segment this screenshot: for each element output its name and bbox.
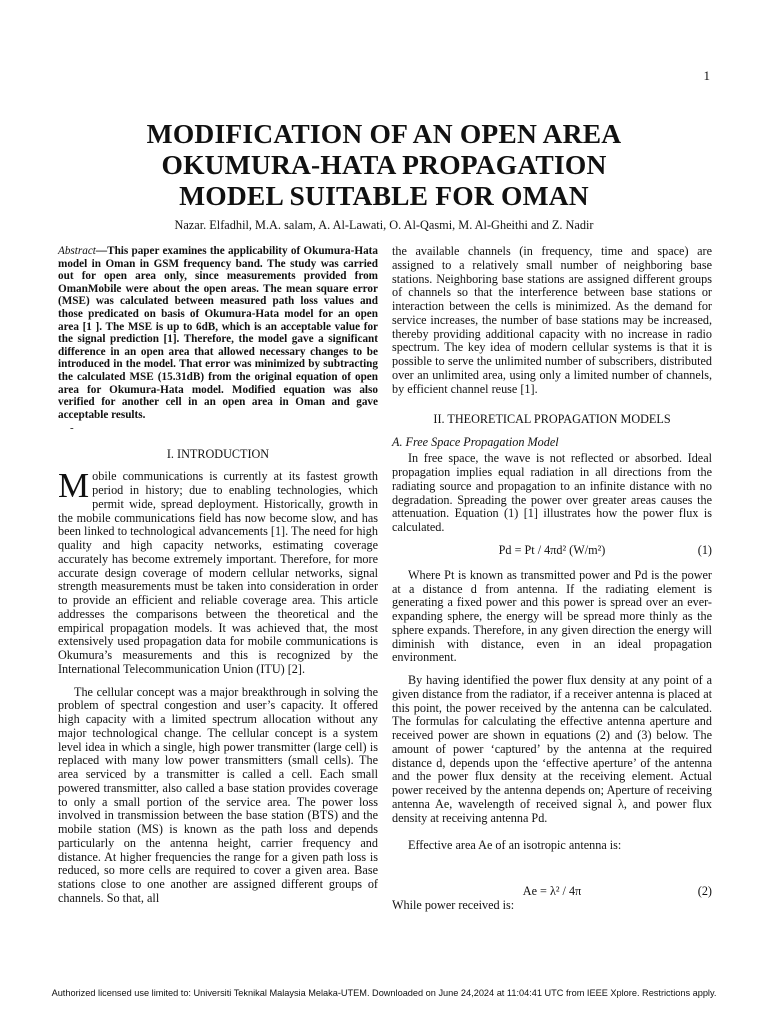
title-line-3: MODEL SUITABLE FOR OMAN (179, 180, 589, 211)
equation-2 (392, 883, 712, 899)
equation-1 (392, 542, 712, 558)
license-footer: Authorized licensed use limited to: Universiti Teknikal Malaysia Melaka-UTEM. Downloaded on June 24,2024 at 11:04:41 UTC from IEEE Xplore. Restrictions apply. (51, 988, 717, 998)
author-list: Nazar. Elfadhil, M.A. salam, A. Al-Lawati, O. Al-Qasmi, M. Al-Gheithi and Z. Nadir (174, 218, 594, 232)
continued-paragraph: the available channels (in frequency, time and space) are assigned to a relatively small number of neighboring base stations. Neighboring base stations are assigned different groups of channels so that the interference between base stations or interaction between the cells is minimized. As the demand for service increases, the number of base stations may be increased, thereby providing additional capacity with no increase in radio spectrum. The key idea of modern cellular systems is that it is possible to serve the unlimited number of subscribers, distributed over an unlimited area, using only a limited number of channels, by efficient channel reuse [1]. (392, 244, 712, 396)
intro-paragraph-1-text: obile communications is currently at its fastest growth period in history; due to enabling technologies, which permit wide, spread deployment. Historically, growth in the mobile communications field has now become slow, and has been linked to technological advancements [1]. The need for high quality and high capacity networks, estimating coverage accurately has become extremely important. Therefore, for more accurate design coverage of modern cellular networks, signal strength measurements must be taken into consideration in order to provide an efficient and reliable coverage area. This article addresses the comparisons between the theoretical and the empirical propagation models. It was achieved that, the most extensively used propagation data for mobile communications is Okumura’s measurements and this is recognized by the International Telecommunication Union (ITU) [2]. (58, 469, 378, 676)
abstract-trail-mark: - (70, 422, 74, 435)
section-heading-theoretical-models: II. THEORETICAL PROPAGATION MODELS (433, 412, 671, 427)
effective-area-line: Effective area Ae of an isotropic antenna is: (408, 838, 622, 853)
free-space-paragraph-3: By having identified the power flux density at any point of a given distance from the radiator, if a receiver antenna is placed at this point, the power received by the antenna can be calculated. The formulas for calculating the effective antenna aperture and received power are shown in equations (2) and (3) below. The amount of power ‘captured’ by the antenna at the required distance d, depends upon the ‘effective aperture’ of the antenna and the power flux density at the receiving element. Actual power received by the antenna depends on; Aperture of receiving antenna Ae, wavelength of received signal λ, and power flux density at receiving antenna Pd. (392, 673, 712, 825)
intro-paragraph-1 (58, 466, 378, 676)
abstract-label: Abstract (58, 245, 96, 257)
section-heading-introduction: I. INTRODUCTION (166, 447, 270, 462)
equation-1-text: Pd = Pt / 4πd² (W/m²) (498, 542, 606, 557)
intro-paragraph-2: The cellular concept was a major breakthrough in solving the problem of spectral congestion and user’s capacity. It offered high capacity with a limited spectrum allocation without any major technological change. The cellular concept is a system level idea in which a single, high power transmitter (large cell) is replaced with many low power transmitters (small cells). The area serviced by a transmitter is called a cell. Each small powered transmitter, also called a base station provides coverage to only a small portion of the service area. The power loss involved in transmission between the base station (BTS) and the mobile station (MS) is known as the path loss and depends particularly on the antenna height, carrier frequency and distance. At higher frequencies the range for a given path loss is reduced, so more cells are required to cover a given area. Base stations close to one another are assigned different groups of channels. So that, all (58, 684, 378, 905)
paper-title (0, 118, 768, 211)
drop-cap: M (58, 466, 90, 506)
equation-1-number: (1) (697, 542, 712, 557)
free-space-paragraph-2: Where Pt is known as transmitted power and Pd is the power at a distance d from antenna. If the radiating element is generating a fixed power and this power is spread over an ever-expanding sphere, the energy will be spread more thinly as the sphere expands. Therefore, in any given direction the energy will diminish with distance, even in an ideal propagation environment. (392, 567, 712, 665)
equation-2-number: (2) (697, 884, 712, 898)
free-space-paragraph-1: In free space, the wave is not reflected or absorbed. Ideal propagation implies equal radiation in all directions from the radiating source and propagation to an infinite distance with no degradation. Spreading the power over greater areas causes the attenuation. Equation (1) [1] illustrates how the power flux is calculated. (392, 451, 712, 534)
title-line-2: OKUMURA-HATA PROPAGATION (161, 149, 607, 180)
title-line-1: MODIFICATION OF AN OPEN AREA (146, 118, 622, 149)
abstract-text: —This paper examines the applicability of Okumura-Hata model in Oman in GSM frequency band. The study was carried out for open area only, since measurements provided from OmanMobile were about the open areas. The mean square error (MSE) was calculated between measured path loss values and those predicated on basis of Okumura-Hata model for an open area [1 ]. The MSE is up to 6dB, which is an acceptable value for the signal prediction [1]. Therefore, the model gave a significant difference in an open area that allowed necessary changes to be introduced in the model. That error was minimized by subtracting the calculated MSE (15.31dB) from the original equation of open area for Okumura-Hata model. Modified equation was also verified for another cell in an open area in Oman and gave acceptable results. (58, 245, 378, 421)
equation-2-text: Ae = λ² / 4π (522, 884, 582, 898)
subsection-heading-free-space: A. Free Space Propagation Model (392, 435, 559, 450)
right-column (392, 245, 712, 913)
page-number: 1 (703, 68, 710, 83)
power-received-line: While power received is: (392, 898, 515, 912)
abstract (58, 245, 378, 421)
left-column (58, 245, 378, 906)
